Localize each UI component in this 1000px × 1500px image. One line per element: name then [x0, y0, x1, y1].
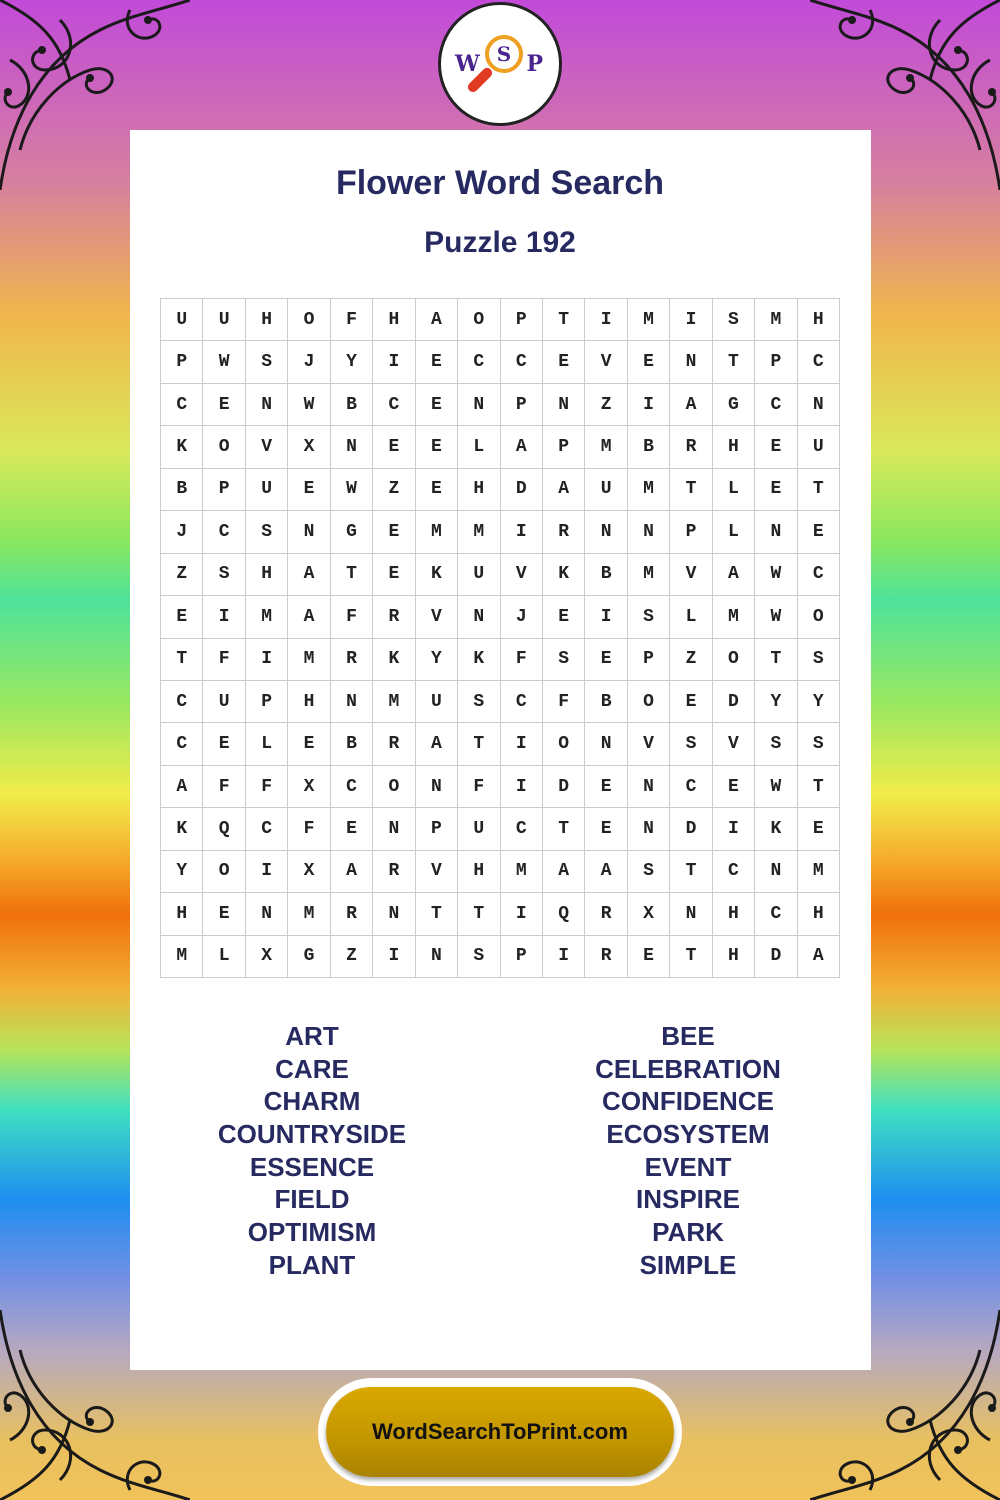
grid-cell[interactable]: T	[670, 851, 712, 893]
grid-cell[interactable]: E	[713, 766, 755, 808]
grid-cell[interactable]: I	[246, 851, 288, 893]
grid-cell[interactable]: E	[798, 511, 840, 553]
grid-cell[interactable]: P	[543, 426, 585, 468]
grid-cell[interactable]: P	[670, 511, 712, 553]
grid-cell[interactable]: E	[755, 469, 797, 511]
grid-cell[interactable]: N	[628, 808, 670, 850]
grid-cell[interactable]: Z	[670, 639, 712, 681]
grid-cell[interactable]: T	[416, 893, 458, 935]
grid-cell[interactable]: I	[203, 596, 245, 638]
grid-cell[interactable]: S	[203, 554, 245, 596]
grid-cell[interactable]: I	[501, 893, 543, 935]
puzzle-number: Puzzle 192	[424, 226, 576, 259]
grid-cell[interactable]: S	[543, 639, 585, 681]
word-list-item: CONFIDENCE	[602, 1086, 774, 1117]
grid-cell[interactable]: M	[373, 681, 415, 723]
grid-cell[interactable]: E	[373, 554, 415, 596]
grid-cell[interactable]: R	[331, 893, 373, 935]
letter-grid[interactable]	[160, 298, 840, 978]
grid-cell[interactable]: M	[713, 596, 755, 638]
grid-cell[interactable]: T	[458, 893, 500, 935]
grid-cell[interactable]: R	[585, 893, 627, 935]
grid-cell[interactable]: E	[543, 596, 585, 638]
grid-cell[interactable]: M	[628, 469, 670, 511]
grid-cell[interactable]: Z	[373, 469, 415, 511]
grid-cell[interactable]: M	[585, 426, 627, 468]
grid-cell[interactable]: I	[670, 299, 712, 341]
grid-cell[interactable]: H	[798, 893, 840, 935]
word-list-right	[488, 1020, 888, 1282]
word-list-item: ESSENCE	[249, 1151, 375, 1182]
grid-cell[interactable]: U	[161, 299, 203, 341]
grid-cell[interactable]: C	[161, 384, 203, 426]
grid-cell[interactable]: F	[331, 299, 373, 341]
grid-cell[interactable]: E	[755, 426, 797, 468]
grid-cell[interactable]: I	[373, 936, 415, 978]
grid-cell[interactable]: G	[331, 511, 373, 553]
grid-cell[interactable]: N	[458, 596, 500, 638]
grid-cell[interactable]: A	[798, 936, 840, 978]
website-pill[interactable]	[326, 1387, 674, 1477]
grid-cell[interactable]: Z	[161, 554, 203, 596]
grid-cell[interactable]: M	[416, 511, 458, 553]
grid-cell[interactable]: T	[458, 723, 500, 765]
grid-cell[interactable]: E	[670, 681, 712, 723]
grid-cell[interactable]: T	[331, 554, 373, 596]
grid-cell[interactable]: M	[755, 299, 797, 341]
grid-cell[interactable]: B	[331, 384, 373, 426]
grid-cell[interactable]: J	[288, 341, 330, 383]
grid-cell[interactable]: S	[458, 936, 500, 978]
grid-cell[interactable]: O	[543, 723, 585, 765]
grid-cell[interactable]: R	[373, 723, 415, 765]
grid-cell[interactable]: V	[416, 596, 458, 638]
grid-cell[interactable]: D	[501, 469, 543, 511]
word-list-item: ART	[285, 1021, 339, 1051]
grid-cell[interactable]: K	[373, 639, 415, 681]
grid-cell[interactable]: K	[416, 554, 458, 596]
grid-cell[interactable]: J	[501, 596, 543, 638]
grid-cell[interactable]: W	[755, 766, 797, 808]
page-title: Flower Word Search	[335, 164, 665, 202]
grid-cell[interactable]: X	[288, 766, 330, 808]
grid-cell[interactable]: H	[373, 299, 415, 341]
grid-cell[interactable]: O	[798, 596, 840, 638]
grid-cell[interactable]: G	[713, 384, 755, 426]
grid-cell[interactable]: A	[331, 851, 373, 893]
grid-cell[interactable]: C	[670, 766, 712, 808]
grid-cell[interactable]: L	[713, 469, 755, 511]
grid-cell[interactable]: U	[585, 469, 627, 511]
grid-cell[interactable]: M	[628, 554, 670, 596]
grid-cell[interactable]: A	[501, 426, 543, 468]
grid-cell[interactable]: H	[798, 299, 840, 341]
grid-cell[interactable]: A	[543, 469, 585, 511]
grid-cell[interactable]: C	[373, 384, 415, 426]
grid-cell[interactable]: H	[246, 554, 288, 596]
grid-cell[interactable]: W	[288, 384, 330, 426]
grid-cell[interactable]: S	[246, 341, 288, 383]
grid-cell[interactable]: D	[543, 766, 585, 808]
grid-cell[interactable]: N	[416, 766, 458, 808]
grid-cell[interactable]: E	[203, 723, 245, 765]
grid-cell[interactable]: R	[543, 511, 585, 553]
wsp-logo	[438, 2, 562, 126]
grid-cell[interactable]: E	[628, 341, 670, 383]
grid-cell[interactable]: Y	[755, 681, 797, 723]
grid-cell[interactable]: F	[501, 639, 543, 681]
grid-cell[interactable]: I	[543, 936, 585, 978]
grid-cell[interactable]: K	[543, 554, 585, 596]
grid-cell[interactable]: R	[585, 936, 627, 978]
grid-cell[interactable]: V	[501, 554, 543, 596]
grid-cell[interactable]: F	[288, 808, 330, 850]
grid-cell[interactable]: N	[628, 511, 670, 553]
grid-cell[interactable]: Y	[798, 681, 840, 723]
grid-cell[interactable]: V	[246, 426, 288, 468]
grid-cell[interactable]: Y	[331, 341, 373, 383]
word-list-item: CHARM	[263, 1086, 361, 1117]
grid-cell[interactable]: S	[713, 299, 755, 341]
grid-cell[interactable]: P	[161, 341, 203, 383]
grid-cell[interactable]: C	[161, 723, 203, 765]
website-badge[interactable]	[318, 1378, 682, 1486]
grid-cell[interactable]: L	[670, 596, 712, 638]
grid-cell[interactable]: U	[203, 299, 245, 341]
grid-cell[interactable]: I	[585, 596, 627, 638]
grid-cell[interactable]: V	[416, 851, 458, 893]
grid-cell[interactable]: E	[161, 596, 203, 638]
grid-cell[interactable]: V	[585, 341, 627, 383]
grid-cell[interactable]: C	[798, 554, 840, 596]
website-label: WordSearchToPrint.com	[372, 1419, 628, 1444]
grid-cell[interactable]: N	[585, 511, 627, 553]
word-list-item: PLANT	[268, 1249, 356, 1280]
grid-cell[interactable]: C	[501, 341, 543, 383]
grid-cell[interactable]: W	[755, 596, 797, 638]
grid-cell[interactable]: H	[458, 469, 500, 511]
grid-cell[interactable]: T	[543, 808, 585, 850]
grid-cell[interactable]: N	[246, 384, 288, 426]
grid-cell[interactable]: N	[373, 893, 415, 935]
grid-cell[interactable]: U	[458, 554, 500, 596]
word-list-item: FIELD	[274, 1184, 350, 1215]
grid-cell[interactable]: B	[331, 723, 373, 765]
grid-cell[interactable]: C	[331, 766, 373, 808]
grid-cell[interactable]: B	[161, 469, 203, 511]
grid-cell[interactable]: D	[755, 936, 797, 978]
grid-cell[interactable]: V	[670, 554, 712, 596]
grid-cell[interactable]: O	[203, 851, 245, 893]
logo-letter-s: S	[496, 42, 512, 66]
grid-cell[interactable]: E	[373, 511, 415, 553]
grid-cell[interactable]: C	[161, 681, 203, 723]
grid-cell[interactable]: P	[501, 384, 543, 426]
grid-cell[interactable]: B	[585, 554, 627, 596]
grid-cell[interactable]: P	[755, 341, 797, 383]
grid-cell[interactable]: A	[585, 851, 627, 893]
grid-cell[interactable]: F	[458, 766, 500, 808]
grid-cell[interactable]: U	[203, 681, 245, 723]
grid-cell[interactable]: H	[161, 893, 203, 935]
grid-cell[interactable]: N	[458, 384, 500, 426]
grid-cell[interactable]: O	[288, 299, 330, 341]
grid-cell[interactable]: U	[246, 469, 288, 511]
grid-cell[interactable]: F	[246, 766, 288, 808]
grid-cell[interactable]: H	[713, 936, 755, 978]
grid-cell[interactable]: T	[713, 341, 755, 383]
word-list-item: INSPIRE	[635, 1184, 741, 1215]
grid-cell[interactable]: S	[246, 511, 288, 553]
grid-cell[interactable]: A	[161, 766, 203, 808]
grid-cell[interactable]: X	[628, 893, 670, 935]
grid-cell[interactable]: E	[288, 469, 330, 511]
grid-cell[interactable]: C	[713, 851, 755, 893]
grid-cell[interactable]: O	[373, 766, 415, 808]
grid-cell[interactable]: E	[798, 808, 840, 850]
grid-cell[interactable]: A	[670, 384, 712, 426]
grid-cell[interactable]: W	[755, 554, 797, 596]
grid-cell[interactable]: G	[288, 936, 330, 978]
grid-cell[interactable]: I	[246, 639, 288, 681]
grid-cell[interactable]: C	[203, 511, 245, 553]
grid-cell[interactable]: F	[203, 766, 245, 808]
grid-cell[interactable]: T	[755, 639, 797, 681]
grid-cell[interactable]: V	[628, 723, 670, 765]
grid-cell[interactable]: N	[755, 851, 797, 893]
grid-cell[interactable]: Z	[331, 936, 373, 978]
grid-cell[interactable]: L	[713, 511, 755, 553]
grid-cell[interactable]: I	[501, 511, 543, 553]
grid-cell[interactable]: M	[288, 893, 330, 935]
grid-cell[interactable]: E	[331, 808, 373, 850]
grid-cell[interactable]: R	[373, 596, 415, 638]
grid-cell[interactable]: T	[798, 766, 840, 808]
grid-cell[interactable]: I	[501, 766, 543, 808]
grid-cell[interactable]: I	[585, 299, 627, 341]
grid-cell[interactable]: U	[458, 808, 500, 850]
grid-cell[interactable]: E	[203, 893, 245, 935]
grid-cell[interactable]: S	[670, 723, 712, 765]
grid-cell[interactable]: E	[373, 426, 415, 468]
grid-cell[interactable]: L	[246, 723, 288, 765]
grid-cell[interactable]: Z	[585, 384, 627, 426]
grid-cell[interactable]: R	[331, 639, 373, 681]
grid-cell[interactable]: E	[416, 426, 458, 468]
grid-cell[interactable]: M	[501, 851, 543, 893]
grid-cell[interactable]: P	[203, 469, 245, 511]
grid-cell[interactable]: U	[798, 426, 840, 468]
grid-cell[interactable]: E	[585, 808, 627, 850]
grid-cell[interactable]: E	[416, 384, 458, 426]
grid-cell[interactable]: M	[628, 299, 670, 341]
logo-letter-w: W	[455, 51, 480, 77]
grid-cell[interactable]: D	[713, 681, 755, 723]
grid-cell[interactable]: C	[501, 808, 543, 850]
grid-cell[interactable]: K	[458, 639, 500, 681]
word-list-item: ECOSYSTEM	[606, 1119, 770, 1150]
grid-cell[interactable]: K	[161, 808, 203, 850]
grid-cell[interactable]: P	[628, 639, 670, 681]
grid-cell[interactable]: B	[585, 681, 627, 723]
word-list-item: CELEBRATION	[595, 1053, 781, 1084]
logo-letter-p: P	[526, 51, 543, 77]
grid-cell[interactable]: N	[288, 511, 330, 553]
grid-cell[interactable]: S	[798, 639, 840, 681]
word-list-item: EVENT	[644, 1151, 732, 1182]
grid-cell[interactable]: F	[203, 639, 245, 681]
grid-cell[interactable]: I	[628, 384, 670, 426]
grid-cell[interactable]: O	[713, 639, 755, 681]
grid-cell[interactable]: E	[585, 639, 627, 681]
grid-cell[interactable]: L	[458, 426, 500, 468]
grid-cell[interactable]: N	[670, 341, 712, 383]
grid-cell[interactable]: B	[628, 426, 670, 468]
grid-cell[interactable]: N	[585, 723, 627, 765]
grid-cell[interactable]: S	[628, 851, 670, 893]
grid-cell[interactable]: O	[203, 426, 245, 468]
grid-cell[interactable]: N	[798, 384, 840, 426]
grid-cell[interactable]: I	[373, 341, 415, 383]
grid-cell[interactable]: C	[246, 808, 288, 850]
grid-cell[interactable]: N	[670, 893, 712, 935]
grid-cell[interactable]: C	[755, 384, 797, 426]
grid-cell[interactable]: P	[246, 681, 288, 723]
grid-cell[interactable]: M	[246, 596, 288, 638]
grid-cell[interactable]: I	[501, 723, 543, 765]
grid-cell[interactable]: A	[416, 299, 458, 341]
grid-cell[interactable]: W	[331, 469, 373, 511]
grid-cell[interactable]: M	[288, 639, 330, 681]
grid-cell[interactable]: A	[713, 554, 755, 596]
grid-cell[interactable]: W	[203, 341, 245, 383]
grid-cell[interactable]: N	[373, 808, 415, 850]
grid-cell[interactable]: R	[373, 851, 415, 893]
word-list-item: CARE	[275, 1053, 349, 1084]
grid-cell[interactable]: T	[670, 469, 712, 511]
grid-cell[interactable]: N	[331, 681, 373, 723]
grid-cell[interactable]: E	[585, 766, 627, 808]
grid-cell[interactable]: I	[713, 808, 755, 850]
grid-cell[interactable]: N	[331, 426, 373, 468]
word-list-item: OPTIMISM	[247, 1217, 377, 1248]
grid-cell[interactable]: F	[543, 681, 585, 723]
grid-cell[interactable]: H	[246, 299, 288, 341]
word-list-left	[112, 1020, 512, 1282]
grid-cell[interactable]: X	[246, 936, 288, 978]
grid-cell[interactable]: Q	[543, 893, 585, 935]
grid-cell[interactable]: R	[670, 426, 712, 468]
grid-cell[interactable]: X	[288, 851, 330, 893]
grid-cell[interactable]: E	[628, 936, 670, 978]
grid-cell[interactable]: T	[670, 936, 712, 978]
grid-cell[interactable]: M	[458, 511, 500, 553]
grid-cell[interactable]: Y	[161, 851, 203, 893]
grid-cell[interactable]: P	[501, 299, 543, 341]
grid-cell[interactable]: L	[203, 936, 245, 978]
grid-cell[interactable]: H	[288, 681, 330, 723]
grid-cell[interactable]: T	[798, 469, 840, 511]
grid-cell[interactable]: A	[543, 851, 585, 893]
grid-cell[interactable]: T	[543, 299, 585, 341]
grid-cell[interactable]: E	[416, 469, 458, 511]
grid-cell[interactable]: C	[755, 893, 797, 935]
grid-cell[interactable]: N	[246, 893, 288, 935]
grid-cell[interactable]: N	[628, 766, 670, 808]
grid-cell[interactable]: S	[798, 723, 840, 765]
grid-cell[interactable]: Q	[203, 808, 245, 850]
grid-cell[interactable]: V	[713, 723, 755, 765]
grid-cell[interactable]: S	[755, 723, 797, 765]
grid-cell[interactable]: N	[543, 384, 585, 426]
grid-cell[interactable]: E	[288, 723, 330, 765]
grid-cell[interactable]: O	[458, 299, 500, 341]
word-list-item: COUNTRYSIDE	[217, 1119, 407, 1150]
grid-cell[interactable]: Y	[416, 639, 458, 681]
grid-cell[interactable]: H	[713, 426, 755, 468]
word-list-item: SIMPLE	[639, 1249, 737, 1280]
grid-cell[interactable]: S	[628, 596, 670, 638]
grid-cell[interactable]: H	[713, 893, 755, 935]
grid-cell[interactable]: X	[288, 426, 330, 468]
grid-cell[interactable]: M	[161, 936, 203, 978]
word-list-item: BEE	[661, 1021, 715, 1051]
grid-cell[interactable]: N	[416, 936, 458, 978]
grid-cell[interactable]: S	[458, 681, 500, 723]
grid-cell[interactable]: E	[203, 384, 245, 426]
grid-cell[interactable]: J	[161, 511, 203, 553]
grid-cell[interactable]: A	[288, 554, 330, 596]
grid-cell[interactable]: E	[416, 341, 458, 383]
grid-cell[interactable]: A	[288, 596, 330, 638]
word-list-item: PARK	[652, 1217, 724, 1248]
magnifier-icon	[485, 35, 523, 73]
grid-cell[interactable]: K	[161, 426, 203, 468]
grid-cell[interactable]: T	[161, 639, 203, 681]
grid-cell[interactable]: P	[501, 936, 543, 978]
grid-cell[interactable]: N	[755, 511, 797, 553]
grid-cell[interactable]: F	[331, 596, 373, 638]
grid-cell[interactable]: O	[628, 681, 670, 723]
grid-cell[interactable]: U	[416, 681, 458, 723]
grid-cell[interactable]: P	[416, 808, 458, 850]
grid-cell[interactable]: C	[798, 341, 840, 383]
grid-cell[interactable]: D	[670, 808, 712, 850]
grid-cell[interactable]: K	[755, 808, 797, 850]
grid-cell[interactable]: C	[458, 341, 500, 383]
grid-cell[interactable]: E	[543, 341, 585, 383]
grid-cell[interactable]: A	[416, 723, 458, 765]
grid-cell[interactable]: H	[458, 851, 500, 893]
grid-cell[interactable]: M	[798, 851, 840, 893]
grid-cell[interactable]: C	[501, 681, 543, 723]
